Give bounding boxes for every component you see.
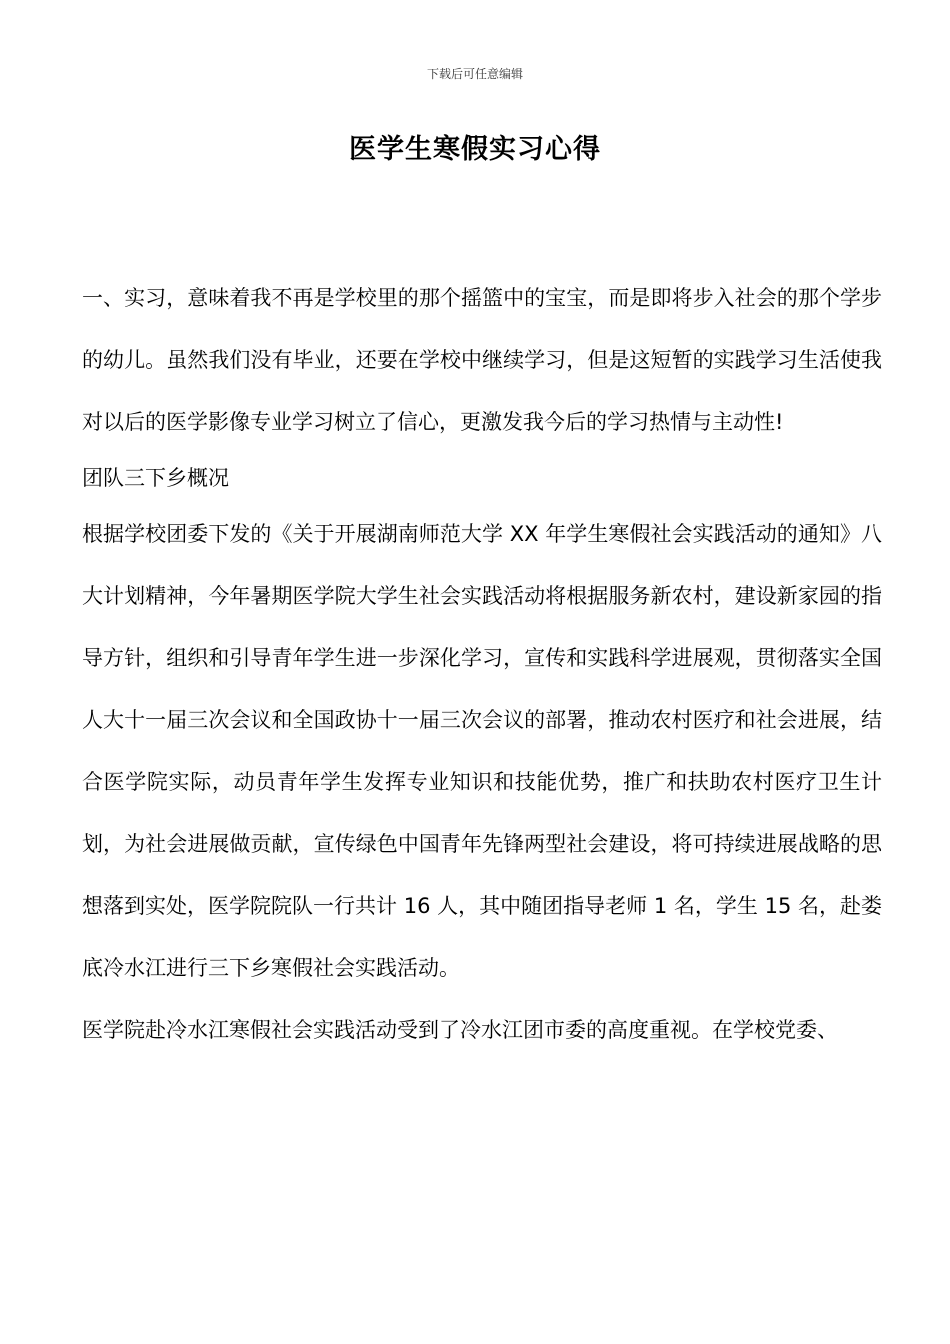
document-body — [82, 267, 882, 1061]
paragraph-internship-intro: 一、实习，意味着我不再是学校里的那个摇篮中的宝宝，而是即将步入社会的那个学步的幼儿。虽然我们没有毕业，还要在学校中继续学习，但是这短暂的实践学习生活使我对以后的医学影像专业学习树立了信心，更激发我今后的学习热情与主动性! — [82, 286, 882, 434]
paragraph-team-background: 根据学校团委下发的《关于开展湖南师范大学 XX 年学生寒假社会实践活动的通知》八大计划精神，今年暑期医学院大学生社会实践活动将根据服务新农村，建设新家园的指导方针，组织和引导青年学生进一步深化学习，宣传和实践科学进展观，贯彻落实全国人大十一届三次会议和全国政协十一届三次会议的部署，推动农村医疗和社会进展，结合医学院实际，动员青年学生发挥专业知识和技能优势，推广和扶助农村医疗卫生计划，为社会进展做贡献，宣传绿色中国青年先锋两型社会建设，将可持续进展战略的思想落到实处，医学院院队一行共计 16 人，其中随团指导老师 1 名，学生 15 名，赴娄底冷水江进行三下乡寒假社会实践活动。 — [82, 522, 882, 980]
document-title: 医学生寒假实习心得 — [349, 134, 601, 165]
page-header-note: 下载后可任意编辑 — [426, 67, 523, 81]
section-heading-team-overview: 团队三下乡概况 — [82, 466, 229, 490]
paragraph-activity-support: 医学院赴冷水江寒假社会实践活动受到了冷水江团市委的高度重视。在学校党委、 — [82, 1018, 838, 1042]
